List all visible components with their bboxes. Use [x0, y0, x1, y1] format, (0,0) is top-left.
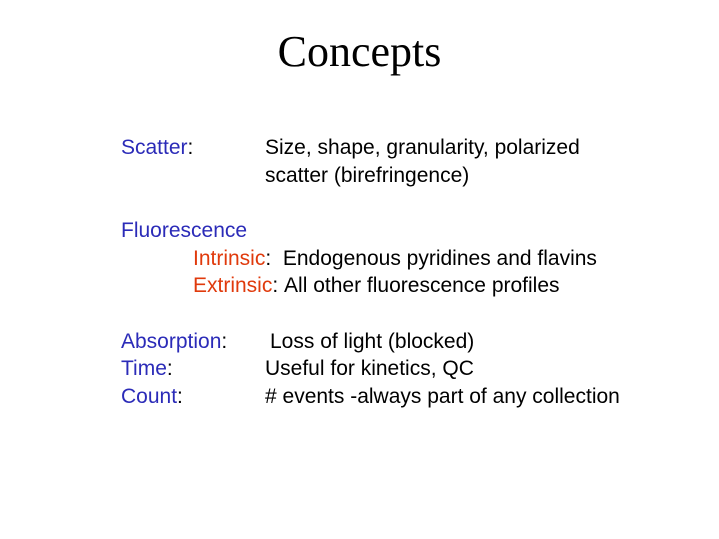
scatter-colon: :	[187, 136, 194, 159]
absorption-term-row	[121, 328, 227, 356]
time-colon: :	[166, 357, 173, 380]
intrinsic-term: Intrinsic	[193, 247, 266, 270]
count-colon: :	[177, 385, 183, 408]
intrinsic-row	[193, 245, 597, 273]
scatter-description-line1: Size, shape, granularity, polarized	[265, 136, 580, 159]
absorption-description: Loss of light (blocked)	[270, 330, 475, 353]
intrinsic-colon: :	[265, 247, 272, 270]
extrinsic-description: All other fluorescence profiles	[284, 274, 560, 297]
scatter-term-row	[121, 134, 193, 162]
intrinsic-description: Endogenous pyridines and flavins	[282, 247, 597, 270]
time-term-row	[121, 355, 173, 383]
count-term-row	[121, 383, 183, 411]
scatter-description-line2: scatter (birefringence)	[265, 164, 470, 187]
extrinsic-colon: :	[272, 274, 279, 297]
extrinsic-row	[193, 272, 560, 300]
count-description: # events -always part of any collection	[265, 385, 620, 408]
scatter-term: Scatter	[121, 136, 188, 159]
count-term: Count	[121, 385, 178, 408]
slide-title: Concepts	[277, 27, 442, 76]
fluorescence-term: Fluorescence	[121, 219, 248, 242]
time-description: Useful for kinetics, QC	[265, 357, 474, 380]
absorption-colon: :	[221, 330, 228, 353]
absorption-term: Absorption	[121, 330, 222, 353]
time-term: Time	[121, 357, 167, 380]
extrinsic-term: Extrinsic	[193, 274, 273, 297]
